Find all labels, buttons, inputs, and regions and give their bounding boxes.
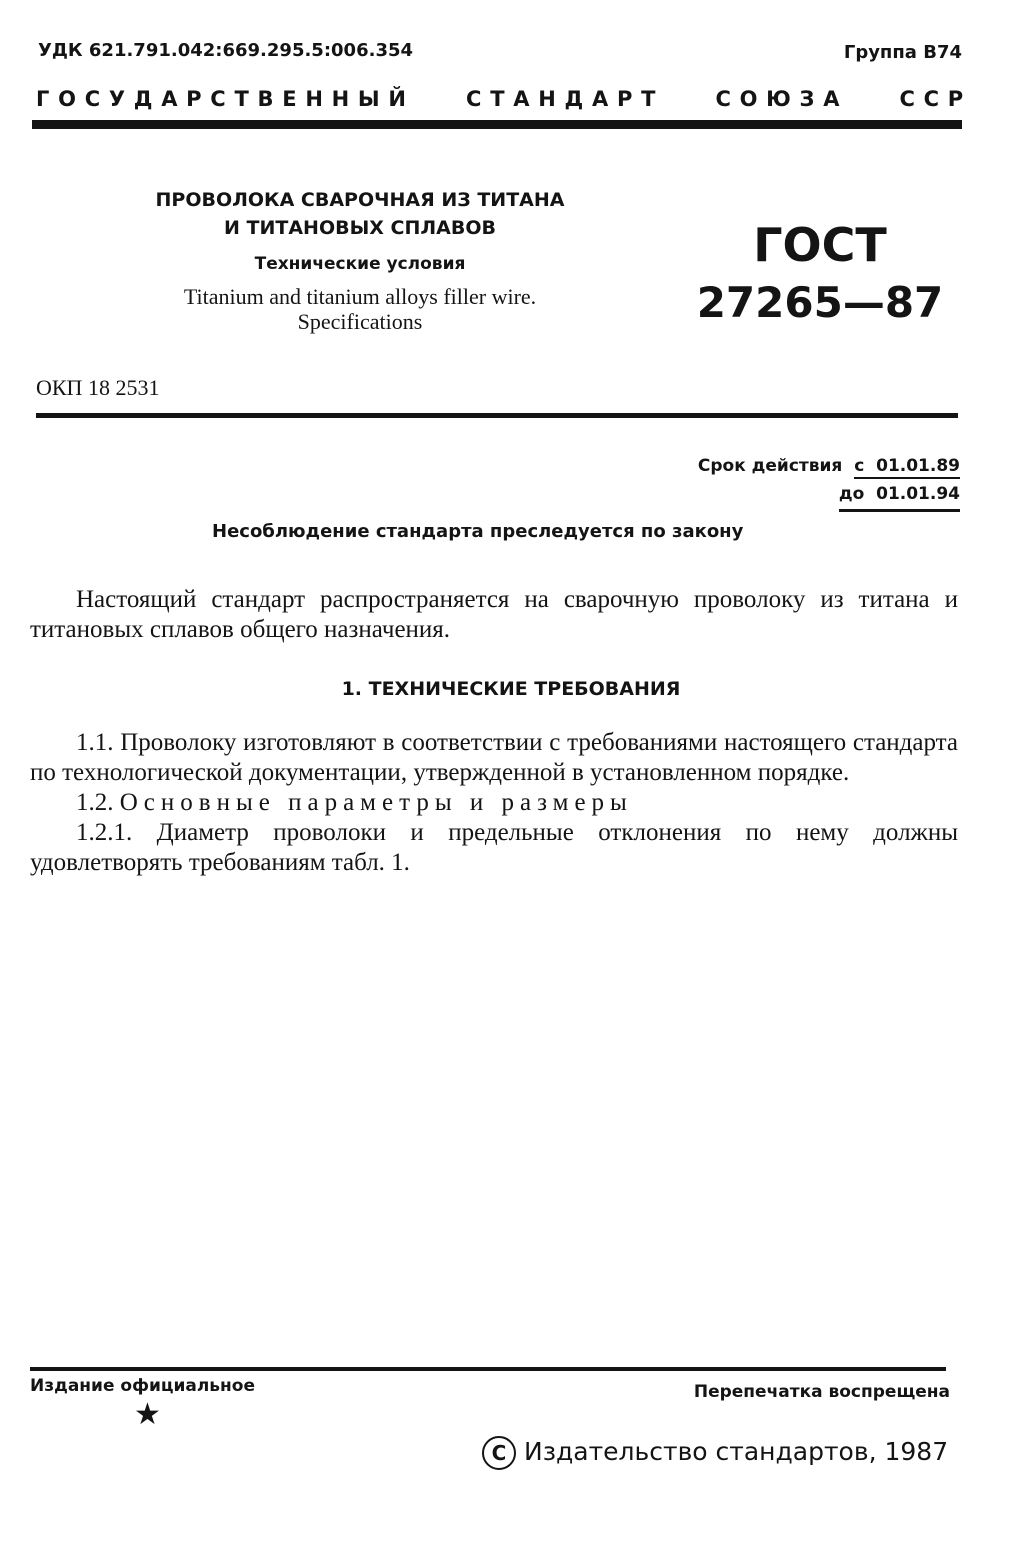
document-title [90, 186, 630, 242]
group-code: Группа В74 [843, 42, 962, 63]
validity-from-line [698, 452, 960, 480]
header-rule [32, 120, 962, 129]
state-title-word-2: СТАНДАРТ [466, 87, 665, 111]
gost-number: 27265—87 [696, 278, 944, 327]
document-subtitle: Технические условия [254, 254, 466, 274]
state-standard-title [36, 87, 972, 111]
english-title [90, 284, 630, 334]
title-line-2: И ТИТАНОВЫХ СПЛАВОВ [224, 217, 496, 239]
title-line-1: ПРОВОЛОКА СВАРОЧНАЯ ИЗ ТИТАНА [155, 189, 565, 211]
english-title-line-2: Specifications [297, 309, 423, 334]
gost-designation [690, 218, 950, 330]
udk-code: УДК 621.791.042:669.295.5:006.354 [38, 40, 414, 61]
title-block [90, 186, 630, 334]
section-heading: 1. ТЕХНИЧЕСКИЕ ТРЕБОВАНИЯ [341, 678, 681, 700]
official-edition: Издание официальное [30, 1376, 256, 1396]
validity-to [839, 480, 960, 512]
scope-paragraph: Настоящий стандарт распространяется на сварочную проволоку из титана и титановых сплавов общего назначения. [30, 586, 958, 643]
clause-1-2-1: 1.2.1. Диаметр проволоки и предельные отклонения по нему должны удовлетворять требованиям табл. 1. [30, 819, 958, 876]
validity-period [698, 452, 960, 512]
state-title-word-1: ГОСУДАРСТВЕННЫЙ [36, 87, 415, 111]
english-title-line-1: Titanium and titanium alloys filler wire. [183, 284, 537, 309]
clause-1-2-number: 1.2. [76, 789, 114, 816]
state-title-word-4: ССР [899, 87, 972, 111]
title-rule [36, 413, 958, 418]
clause-1-2-title: Основные параметры и размеры [119, 789, 633, 816]
validity-to-prefix: до [838, 484, 865, 504]
validity-to-date: 01.01.94 [876, 484, 960, 504]
gost-word: ГОСТ [753, 218, 887, 272]
star-icon: ★ [134, 1398, 161, 1431]
copyright-icon: C [482, 1436, 516, 1470]
validity-from [854, 456, 960, 479]
okp-code: ОКП 18 2531 [36, 375, 160, 400]
section-body [30, 728, 958, 878]
validity-label: Срок действия [697, 456, 843, 476]
validity-to-line [698, 480, 960, 512]
publisher-line [482, 1436, 948, 1470]
clause-1-2 [30, 788, 958, 818]
publisher-text: Издательство стандартов, 1987 [524, 1437, 949, 1466]
validity-from-prefix: с [854, 456, 865, 476]
state-title-word-3: СОЮЗА [715, 87, 849, 111]
legal-warning: Несоблюдение стандарта преследуется по закону [212, 521, 744, 542]
validity-from-date: 01.01.89 [876, 456, 960, 476]
footer-rule [30, 1367, 946, 1371]
clause-1-1: 1.1. Проволоку изготовляют в соответствии с требованиями настоящего стандарта по технологической документации, утвержденной в установленном порядке. [30, 729, 958, 786]
reprint-notice: Перепечатка воспрещена [693, 1382, 950, 1402]
